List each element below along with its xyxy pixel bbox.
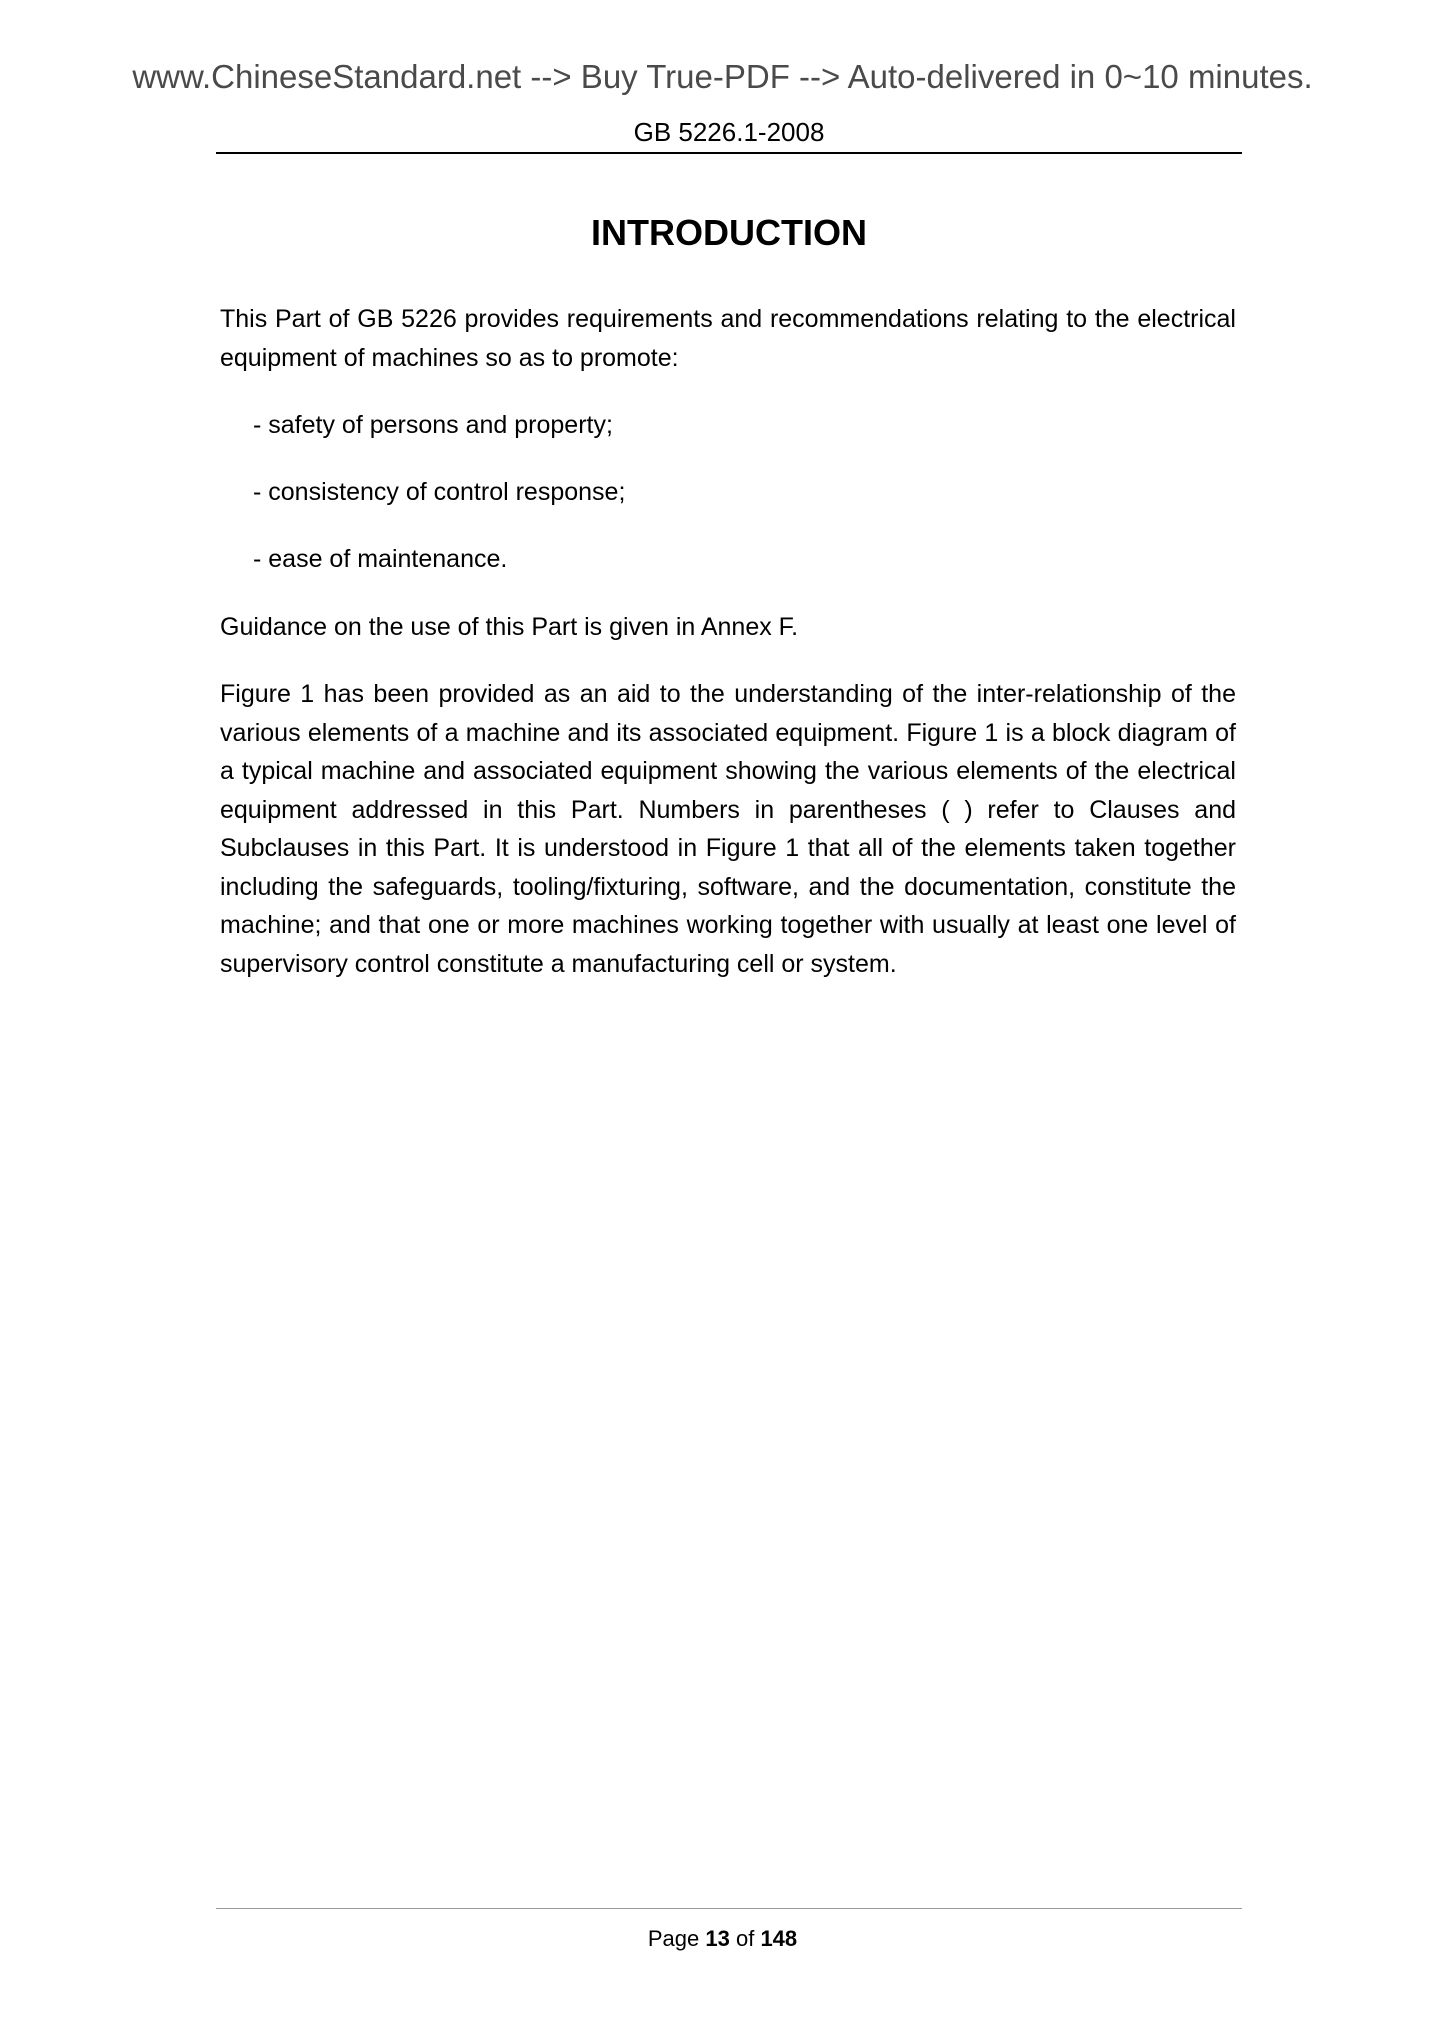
page-footer [0, 1926, 1445, 1952]
current-page-number: 13 [705, 1926, 730, 1951]
intro-paragraph: This Part of GB 5226 provides requirements and recommendations relating to the electrical equipment of machines so as to promote: [220, 305, 1236, 372]
bullet-item-maintenance: - ease of maintenance. [253, 545, 508, 573]
bullet-item-consistency: - consistency of control response; [253, 478, 626, 506]
page-label: Page [647, 1926, 700, 1951]
standard-code: GB 5226.1-2008 [633, 117, 825, 147]
footer-divider [216, 1908, 1242, 1909]
bullet-item-safety: - safety of persons and property; [253, 411, 613, 439]
total-pages-number: 148 [760, 1926, 798, 1951]
section-title: INTRODUCTION [591, 212, 867, 253]
figure-paragraph: Figure 1 has been provided as an aid to the understanding of the inter-relationship of the various elements of a machine and its associated equipment. Figure 1 is a block diagram of a typical machine and associated equipment showing the various elements of the electrical equipment addressed in this Part. Numbers in parentheses ( ) refer to Clauses and Subclauses in this Part. It is understood in Figure 1 that all of the elements taken together including the safeguards, tooling/fixturing, software, and the documentation, constitute the machine; and that one or more machines working together with usually at least one level of supervisory control constitute a manufacturing cell or system. [220, 680, 1236, 978]
of-label: of [735, 1926, 755, 1951]
guidance-paragraph: Guidance on the use of this Part is given in Annex F. [220, 613, 799, 641]
header-divider [216, 152, 1242, 154]
source-banner: www.ChineseStandard.net --> Buy True-PDF --> Auto-delivered in 0~10 minutes. [132, 58, 1313, 95]
